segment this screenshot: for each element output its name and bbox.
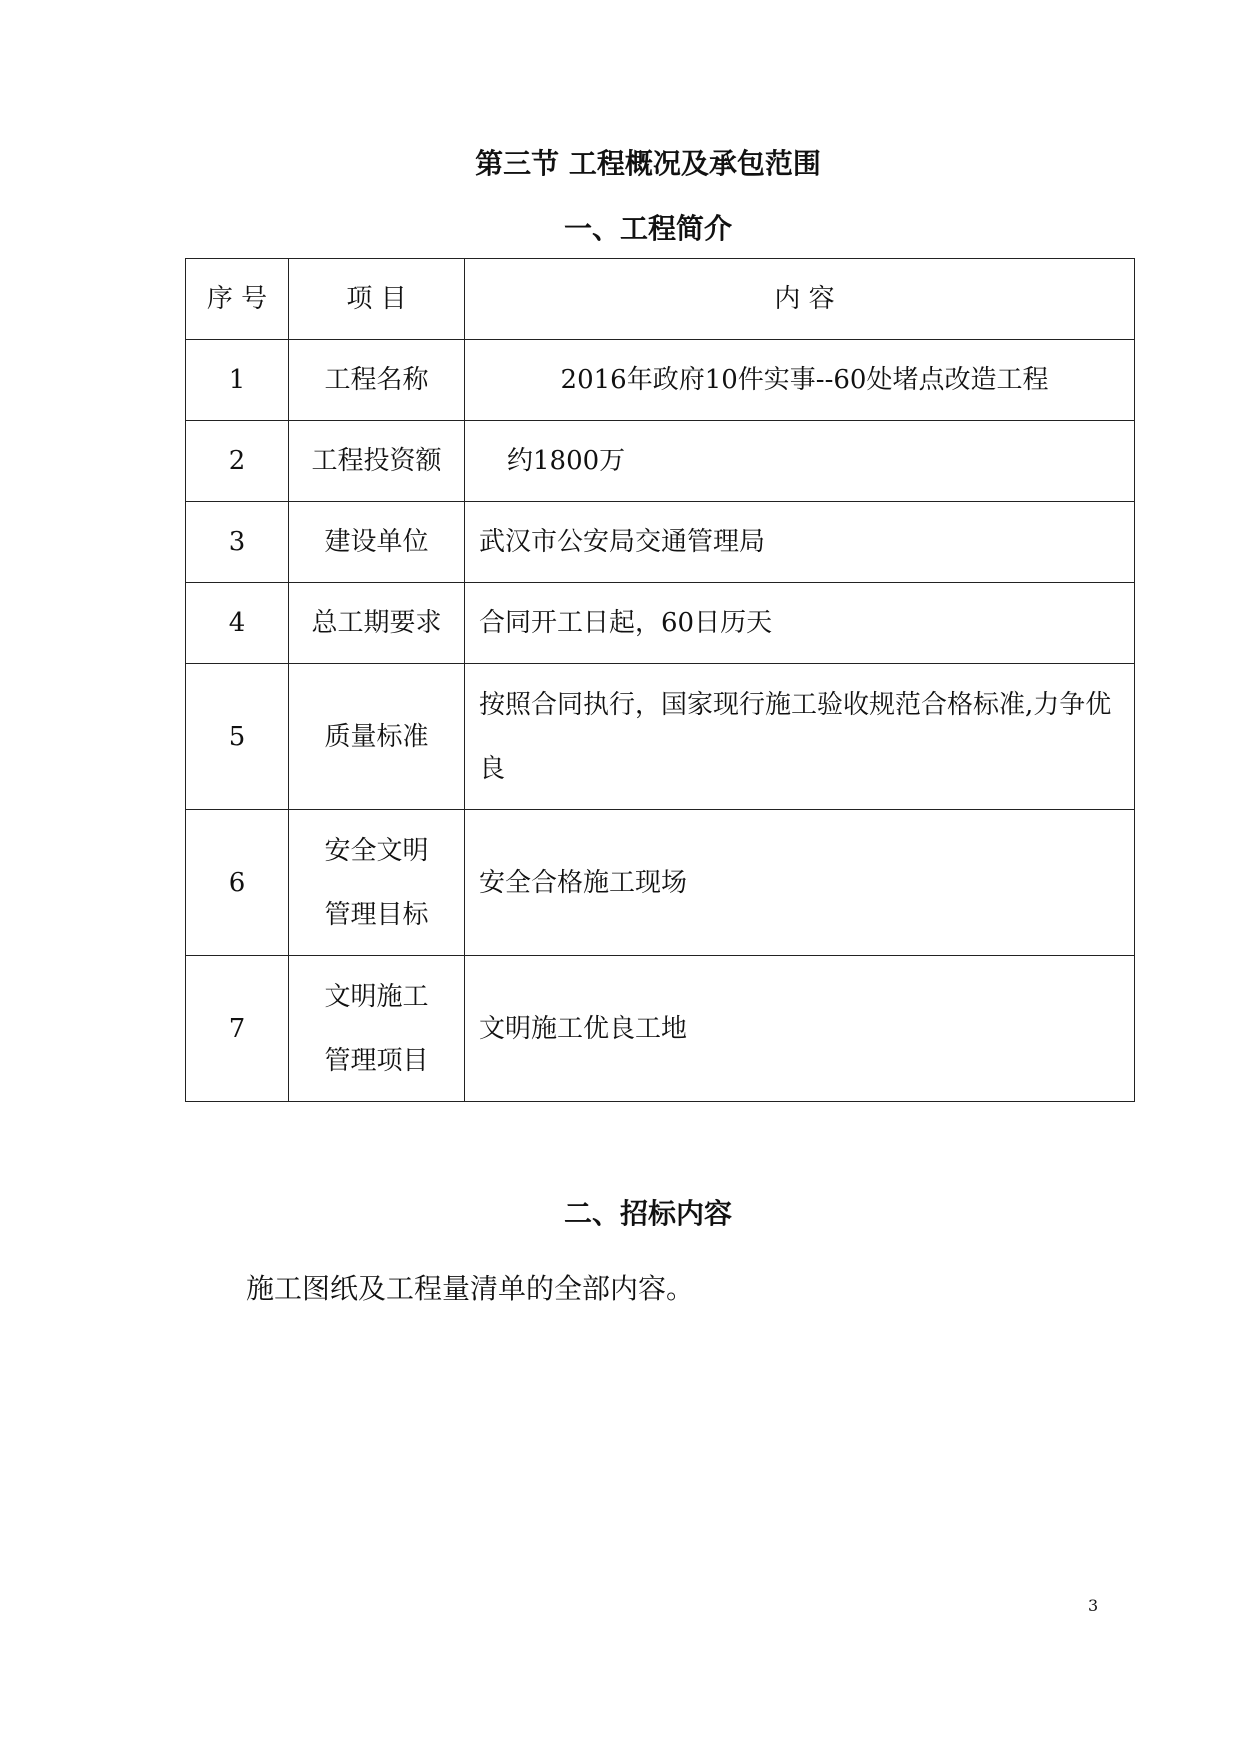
bidding-content-text: 施工图纸及工程量清单的全部内容。 bbox=[246, 1272, 695, 1305]
row-index: 2 bbox=[186, 421, 289, 502]
project-info-table bbox=[185, 258, 1135, 1102]
table-row bbox=[186, 421, 1135, 502]
table-header-row bbox=[186, 259, 1135, 340]
row-item: 工程名称 bbox=[289, 340, 465, 421]
table-row bbox=[186, 502, 1135, 583]
header-content: 内 容 bbox=[465, 259, 1135, 340]
header-index: 序 号 bbox=[186, 259, 289, 340]
row-index: 1 bbox=[186, 340, 289, 421]
section-title: 第三节 工程概况及承包范围 bbox=[475, 147, 821, 180]
table-row bbox=[186, 664, 1135, 810]
table-row bbox=[186, 340, 1135, 421]
page-number: 3 bbox=[1088, 1596, 1099, 1615]
row-content: 按照合同执行，国家现行施工验收规范合格标准,力争优良 bbox=[465, 664, 1135, 810]
row-item: 工程投资额 bbox=[289, 421, 465, 502]
row-item: 建设单位 bbox=[289, 502, 465, 583]
row-content: 安全合格施工现场 bbox=[465, 810, 1135, 956]
row-content: 文明施工优良工地 bbox=[465, 956, 1135, 1102]
row-content: 2016年政府10件实事--60处堵点改造工程 bbox=[465, 340, 1135, 421]
row-content: 武汉市公安局交通管理局 bbox=[465, 502, 1135, 583]
header-item: 项 目 bbox=[289, 259, 465, 340]
row-index: 6 bbox=[186, 810, 289, 956]
row-content: 合同开工日起，60日历天 bbox=[465, 583, 1135, 664]
table-row bbox=[186, 956, 1135, 1102]
subsection-title-intro: 一、工程简介 bbox=[563, 212, 732, 245]
row-index: 3 bbox=[186, 502, 289, 583]
row-content: 约1800万 bbox=[465, 421, 1135, 502]
row-index: 7 bbox=[186, 956, 289, 1102]
row-item-text: 安全文明管理目标 bbox=[324, 835, 429, 930]
row-item: 总工期要求 bbox=[289, 583, 465, 664]
table-row bbox=[186, 583, 1135, 664]
row-index: 5 bbox=[186, 664, 289, 810]
subsection-title-bidding: 二、招标内容 bbox=[563, 1197, 732, 1230]
row-item-text: 文明施工管理项目 bbox=[324, 981, 429, 1076]
row-item: 质量标准 bbox=[289, 664, 465, 810]
row-item bbox=[289, 810, 465, 956]
row-index: 4 bbox=[186, 583, 289, 664]
row-item bbox=[289, 956, 465, 1102]
table-row bbox=[186, 810, 1135, 956]
